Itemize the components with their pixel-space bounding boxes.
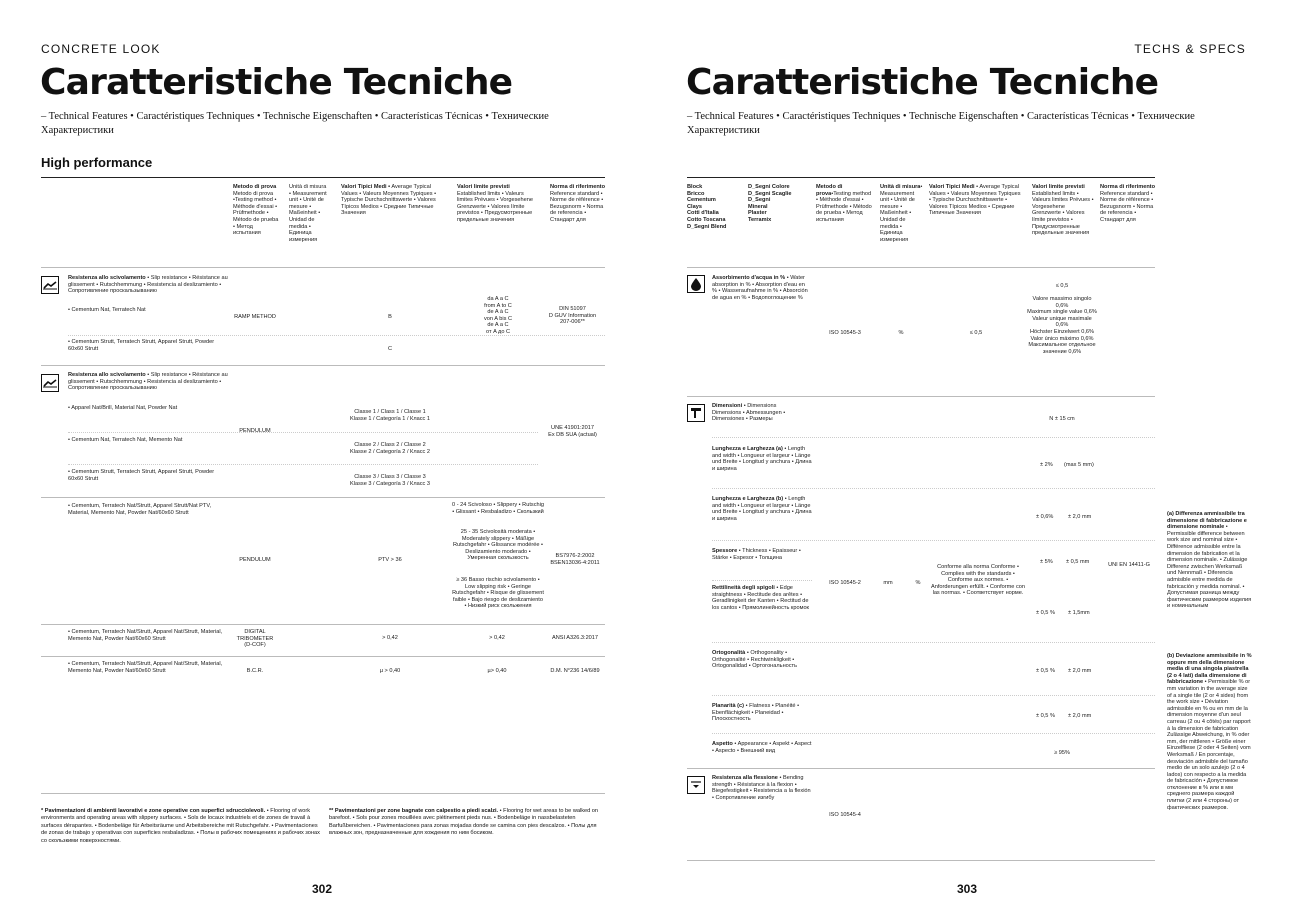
tolerance-percent: ± 2% xyxy=(1040,462,1053,468)
section-heading: High performance xyxy=(41,155,153,170)
row-divider xyxy=(41,267,605,268)
dimensions-title: Dimensioni • Dimensions Dimensions • Abmessungen • Dimensiones • Размеры xyxy=(712,403,786,423)
row-divider xyxy=(687,860,1155,861)
typical-value: Conforme alla norma Conforme • Complies with the standards • Conforme aux normes. • Anforderungen erfüllt. • Conforme con las normas. • Соответствует норме. xyxy=(931,564,1025,597)
col-header-unit: Unità di misura • Measurement unit • Unité de mesure • Maßeinheit • Unidad de medida • Единица измерения xyxy=(289,184,327,243)
col-header-limits: Valori limite previsti Established limits • Valeurs limites Prévues • Vorgesehene Grenzwerte • Valores límite previstos • Предусмотренные предельные значения xyxy=(1032,184,1094,237)
page-subtitle: – Technical Features • Caractéristiques Techniques • Technische Eigenschaften • Características Técnicas • Технические Характеристики xyxy=(41,111,549,136)
unit-value: % xyxy=(898,330,904,336)
product-row: • Apparel Nat/Brill, Material Nat, Powder Nat xyxy=(68,405,178,411)
row-divider xyxy=(41,656,605,657)
header-divider xyxy=(687,177,1155,178)
row-divider xyxy=(687,396,1155,397)
limit-value: Valore massimo singolo 0,6% Maximum single value 0,6% Valeur unique maximale 0,6% Höchster Einzelwert 0,6% Valor único máximo 0,6% Максимальное отдельное значение 0,6% xyxy=(1027,296,1097,355)
limit-value: ≤ 0,5 xyxy=(1055,283,1069,289)
flatness-title: Planarità (c) • Flatness • Planéité • Ebenflächigkeit • Planeidad • Плоскостность xyxy=(712,703,800,723)
left-page xyxy=(0,0,645,920)
limit-value: da A a C from A to C de A à C von A bis C de A a C от A до C xyxy=(484,296,512,335)
header-divider xyxy=(41,177,605,178)
norm-value: DIN 51097 D GUV Information 207-006** xyxy=(548,306,597,326)
method-value: ISO 10545-3 xyxy=(829,330,861,336)
col-header-norm: Norma di riferimento Reference standard • Norme de référence • Bezugsnorm • Norma de referencia • Стандарт для xyxy=(1100,184,1156,223)
brand-label: TECHS & SPECS xyxy=(1134,42,1246,56)
unit-value: % xyxy=(915,580,921,586)
col-header-limits: Valori limite previsti Established limits • Valeurs limites Prévues • Vorgesehene Grenzwerte • Valores límite previstos • Предусмотренные предельные значения xyxy=(457,184,533,223)
norm-value: BS7976-2:2002 BSEN13036-4:2011 xyxy=(550,553,600,566)
typical-value: Classe 2 / Class 2 / Classe 2 Klasse 2 / Categoría 2 / Класс 2 xyxy=(350,442,430,455)
norm-value: ANSI A326.3:2017 xyxy=(551,635,599,641)
slip-resistance-icon xyxy=(41,374,59,392)
method-value: ISO 10545-4 xyxy=(829,812,861,818)
tolerance-mm: ± 0,5 mm xyxy=(1066,559,1090,565)
edge-straightness-title: Rettilineità degli spigoli • Edge straightness • Rectitude des arêtes • Geradlinigkeit der Kanten • Rectitud de los cantos • Прямолинейность кромок xyxy=(712,585,809,611)
length-width-title: Lunghezza e Larghezza (b) • Length and width • Longueur et largeur • Länge und Breite • Longitud y anchura • Длина и ширина xyxy=(712,496,812,522)
typical-value: µ > 0,40 xyxy=(379,668,401,674)
row-divider xyxy=(41,365,605,366)
slip-resistance-icon xyxy=(41,276,59,294)
page-number: 302 xyxy=(312,882,333,896)
col-header-typical: Valori Tipici Medi • Average Typical Values • Valeurs Moyennes Typiques • Typische Durchschnittswerte • Valores Típicos Medios • Средние Типичные Значения xyxy=(341,184,437,217)
water-drop-icon xyxy=(687,275,705,293)
norm-value: UNE 41901:2017 Ex DB SUA (actual) xyxy=(548,425,597,438)
method-value: PENDULUM xyxy=(239,557,271,563)
product-list: Block Bricco Cementum Clays Cotti d'Italia Cotto Toscana D_Segni Blend xyxy=(687,184,727,230)
typical-value: Classe 1 / Class 1 / Classe 1 Klasse 1 / Categoría 1 / Класс 1 xyxy=(350,409,430,422)
page-subtitle: – Technical Features • Caractéristiques Techniques • Technische Eigenschaften • Características Técnicas • Технические Характеристики xyxy=(687,111,1195,136)
footnote: * Pavimentazioni di ambienti lavorativi e zone operative con superfici sdrucciolevoli. • Flooring of work environments and operating areas with slippery surfaces. • Sols de locaux industriels et de zones de travail à surfaces dérapantes. • Bodenbeläge für Arbeitsräume und Arbeitsbereiche mit Rutschgefahr. • Pavimentaciones de zonas de trabajo y operativas con superficies resbaladizas. • Полы в рабочих помещениях и рабочих зонах со скользкими поверхностями. xyxy=(41,808,320,844)
typical-value: PTV > 36 xyxy=(378,557,402,563)
page-title: Caratteristiche Tecniche xyxy=(686,62,1159,103)
method-value: B.C.R. xyxy=(246,668,264,674)
orthogonality-title: Ortogonalità • Orthogonality • Orthogonalité • Rechtwinkligkeit • Ortogonalidad • Ортогональность xyxy=(712,650,798,670)
product-row: • Cementum Strutt, Terratech Strutt, Apparel Strutt, Powder 60x60 Strutt xyxy=(68,469,215,482)
unit-value: mm xyxy=(883,580,893,586)
method-value: PENDULUM xyxy=(239,428,271,434)
row-divider xyxy=(41,624,605,625)
caliper-icon xyxy=(687,404,705,422)
col-header-method: Metodo di prova Metodo di prova •Testing method • Méthode d'essai • Prüfmethode • Método de prueba • Метод испытания xyxy=(233,184,279,237)
footnote: ** Pavimentazioni per zone bagnate con calpestio a piedi scalzi. • Flooring for wet areas to be walked on barefoot. • Sols pour zones mouillées avec piétinement pieds nus. • Bodenbeläge in nassbelasteten Barfußbereichen. • Pavimentaciones para zonas mojadas donde se camina con pies descalzos. • Полы для влажных зон, предназначенные для хождения по ним босиком. xyxy=(329,808,599,837)
typical-value: Classe 3 / Class 3 / Classe 3 Klasse 3 / Categoría 3 / Класс 3 xyxy=(350,474,430,487)
page-number: 303 xyxy=(957,882,978,896)
product-list: D_Segni Colore D_Segni Scaglie D_Segni Mineral Plaster Terramix xyxy=(748,184,792,223)
tolerance-mm: ± 2,0 mm xyxy=(1068,514,1092,520)
product-row: • Cementum Nat, Terratech Nat xyxy=(68,307,146,313)
col-header-typical: Valori Tipici Medi • Average Typical Values • Valeurs Moyennes Typiques • Typische Durchschnittswerte • Valores Típicos Medios • Средние Типичные Значения xyxy=(929,184,1021,217)
slip-resistance-title: Resistenza allo scivolamento • Slip resistance • Résistance au glissement • Rutschhemmung • Resistencia al deslizamiento • Сопротивление проскальзыванию xyxy=(68,372,228,392)
tolerance-mm: ± 1,5mm xyxy=(1068,610,1090,616)
row-divider xyxy=(687,768,1155,769)
tolerance-percent: ± 0,6% xyxy=(1036,514,1054,520)
note-a: (a) Differenza ammissibile tra dimensione di fabbricazione e dimensione nominale • Permissible difference between work size and nominal size • Différence admissible entre la dimension de fabrication et la dimension nominale. • Zulässige Differenz zwischen Werksmaß und Nennmaß • Diferencia admisible entre medida de fabricación y medida nominal. • Допустимая разница между фактическим размером изделия и номинальным xyxy=(1167,511,1252,610)
tolerance-percent: ± 0,5 % xyxy=(1036,610,1055,616)
limit-value: N ± 15 cm xyxy=(1049,416,1075,422)
row-divider xyxy=(687,267,1155,268)
appearance-title: Aspetto • Appearance • Aspekt • Aspect • Aspecto • Внешний вид xyxy=(712,741,812,754)
product-row: • Cementum, Terratech Nat/Strutt, Apparel Nat/Strutt, Material, Memento Nat, Powder Nat/60x60 Strutt xyxy=(68,661,223,674)
norm-value: UNI EN 14411-G xyxy=(1108,562,1150,568)
length-width-title: Lunghezza e Larghezza (a) • Length and width • Longueur et largeur • Länge und Breite • Longitud y anchura • Длина и ширина xyxy=(712,446,812,472)
slip-resistance-title: Resistenza allo scivolamento • Slip resistance • Résistance au glissement • Rutschhemmung • Resistencia al deslizamiento • Сопротивление проскальзыванию xyxy=(68,275,228,295)
footnote-divider xyxy=(41,793,605,794)
product-row: • Cementum Nat, Terratech Nat, Memento Nat xyxy=(68,437,183,443)
typical-value: C xyxy=(387,346,393,352)
thickness-title: Spessore • Thickness • Epaisseur • Stärke • Espesor • Толщина xyxy=(712,548,801,561)
limit-value: ≥ 36 Basso rischio scivolamento • Low slipping risk • Geringe Rutschgefahr • Risque de glissement faible • Bajo riesgo de deslizamiento • Низкий риск скольжения xyxy=(452,577,544,610)
typical-value: B xyxy=(388,314,392,320)
right-page xyxy=(646,0,1291,920)
col-header-unit: Unità di misura• Measurement unit • Unité de mesure • Maßeinheit • Unidad de medida • Единица измерения xyxy=(880,184,923,243)
method-value: ISO 10545-2 xyxy=(829,580,861,586)
tolerance-percent: ± 5% xyxy=(1040,559,1053,565)
limit-value: ≥ 95% xyxy=(1054,750,1070,756)
note-b: (b) Deviazione ammissibile in % oppure mm della dimensione media di una singola piastrella (2 o 4 lati) dalla dimensione di fabbricazione • Permissible % or mm variation in the average size of a single tile (2 or 4 sides) from the work size • Déviation admissible en % ou en mm de la dimension moyenne d'un seul carreau (2 ou 4 côtés) par rapport à la dimension de fabrication Zulässige Abweichung, in % oder mm, der mittleren • Größe einer Einzelfliese (2 oder 4 Seiten) vom Werksmaß / En porcentaje, desviación admisible del tamaño medio de un solo azulejo (2 o 4 lados) con respecto a la medida de fabricación • Допустимое отклонение в % или в мм среднего размера каждой плитки (2 или 4 стороны) от фактических размеров. xyxy=(1167,653,1252,811)
limit-value: 0 - 24 Scivoloso • Slippery • Rutschig • Glissant • Resbaladizo • Скользкий xyxy=(452,502,544,515)
product-row: • Cementum, Terratech Nat/Strutt, Apparel Nat/Strutt, Material, Memento Nat, Powder Nat/60x60 Strutt xyxy=(68,629,223,642)
product-row: • Cementum, Terratech Nat/Strutt, Apparel Strutt/Nat PTV, Material, Memento Nat, Powder Nat/60x60 Strutt xyxy=(68,503,212,516)
page-title: Caratteristiche Tecniche xyxy=(40,62,513,103)
col-header-method: Metodo di prova•Testing method • Méthode d'essai • Prüfmethode • Método de prueba • Метод испытания xyxy=(816,184,872,223)
typical-value: > 0,42 xyxy=(382,635,398,641)
bending-strength-title: Resistenza alla flessione • Bending strength • Résistance à la flexion • Biegefestigkeit • Resistencia a la flexión • Сопротивление изгибу xyxy=(712,775,811,801)
bending-strength-icon xyxy=(687,776,705,794)
norm-value: D.M. N°236 14/6/89 xyxy=(550,668,600,674)
col-header-norm: Norma di riferimento Reference standard • Norme de référence • Bezugsnorm • Norma de referencia • Стандарт для xyxy=(550,184,606,223)
limit-value: µ> 0,40 xyxy=(487,668,507,674)
tolerance-percent: ± 0,5 % xyxy=(1036,713,1055,719)
method-value: RAMP METHOD xyxy=(234,314,276,320)
limit-value: 25 - 35 Scivolosità moderata • Moderately slippery • Mäßige Rutschgefahr • Glissance modérée • Deslizamiento moderado • Умеренная скользкость xyxy=(452,529,544,562)
tolerance-mm: ± 2,0 mm xyxy=(1068,668,1092,674)
absorption-title: Assorbimento d'acqua in % • Water absorption in % • Absorption d'eau en % • Wasseraufnahme in % • Absorción de agua en % • Водопоглощение % xyxy=(712,275,808,301)
tolerance-percent: ± 0,5 % xyxy=(1036,668,1055,674)
method-value: DIGITAL TRIBOMETER (D-COF) xyxy=(236,629,274,649)
brand-label: CONCRETE LOOK xyxy=(41,42,161,56)
tolerance-mm: (max 5 mm) xyxy=(1064,462,1094,468)
limit-value: > 0,42 xyxy=(489,635,505,641)
typical-value: ≤ 0,5 xyxy=(969,330,983,336)
row-divider xyxy=(41,497,605,498)
product-row: • Cementum Strutt, Terratech Strutt, Apparel Strutt, Powder 60x60 Strutt xyxy=(68,339,215,352)
tolerance-mm: ± 2,0 mm xyxy=(1068,713,1092,719)
